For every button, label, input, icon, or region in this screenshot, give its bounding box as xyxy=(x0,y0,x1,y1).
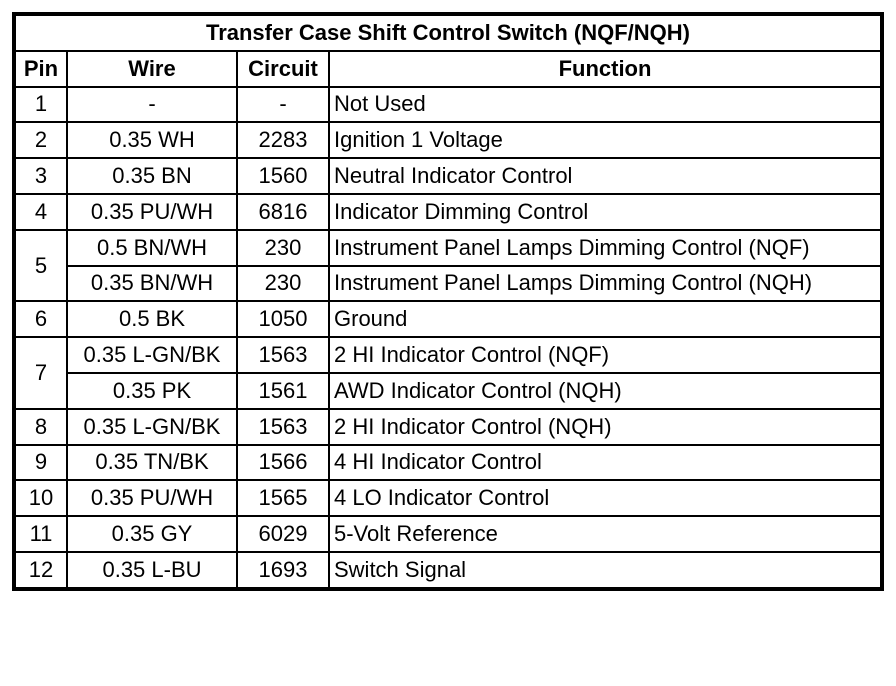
pin-cell: 2 xyxy=(15,122,67,158)
pin-cell: 11 xyxy=(15,516,67,552)
table-row xyxy=(15,445,881,481)
table-row xyxy=(15,87,881,123)
pin-cell: 12 xyxy=(15,552,67,588)
function-cell: Instrument Panel Lamps Dimming Control (NQF) xyxy=(329,230,881,266)
circuit-cell: 1563 xyxy=(237,409,329,445)
circuit-cell: 1566 xyxy=(237,445,329,481)
circuit-cell: 1563 xyxy=(237,337,329,373)
wire-cell: 0.5 BN/WH xyxy=(67,230,237,266)
function-cell: 2 HI Indicator Control (NQH) xyxy=(329,409,881,445)
circuit-cell: 1693 xyxy=(237,552,329,588)
circuit-cell: - xyxy=(237,87,329,123)
header-circuit: Circuit xyxy=(237,51,329,87)
table-row xyxy=(15,552,881,588)
wire-cell: 0.35 PK xyxy=(67,373,237,409)
circuit-cell: 6816 xyxy=(237,194,329,230)
pin-cell: 6 xyxy=(15,301,67,337)
wire-cell: 0.35 L-GN/BK xyxy=(67,337,237,373)
function-cell: 2 HI Indicator Control (NQF) xyxy=(329,337,881,373)
wire-cell: 0.5 BK xyxy=(67,301,237,337)
function-cell: Ground xyxy=(329,301,881,337)
table-row xyxy=(15,194,881,230)
pin-cell: 1 xyxy=(15,87,67,123)
connector-pinout-table xyxy=(12,12,884,591)
function-cell: 4 LO Indicator Control xyxy=(329,480,881,516)
function-cell: Not Used xyxy=(329,87,881,123)
function-cell: Instrument Panel Lamps Dimming Control (NQH) xyxy=(329,266,881,302)
header-pin: Pin xyxy=(15,51,67,87)
wire-cell: 0.35 WH xyxy=(67,122,237,158)
function-cell: Indicator Dimming Control xyxy=(329,194,881,230)
wire-cell: 0.35 BN/WH xyxy=(67,266,237,302)
circuit-cell: 1561 xyxy=(237,373,329,409)
function-cell: 4 HI Indicator Control xyxy=(329,445,881,481)
table-row xyxy=(15,122,881,158)
wire-cell: 0.35 PU/WH xyxy=(67,194,237,230)
table-row xyxy=(15,158,881,194)
table-row xyxy=(15,337,881,373)
pin-cell: 10 xyxy=(15,480,67,516)
table-row xyxy=(15,266,881,302)
function-cell: AWD Indicator Control (NQH) xyxy=(329,373,881,409)
wire-cell: 0.35 TN/BK xyxy=(67,445,237,481)
header-function: Function xyxy=(329,51,881,87)
wire-cell: 0.35 GY xyxy=(67,516,237,552)
wire-cell: 0.35 L-BU xyxy=(67,552,237,588)
wire-cell: - xyxy=(67,87,237,123)
circuit-cell: 230 xyxy=(237,230,329,266)
connector-table-container xyxy=(12,12,884,591)
wire-cell: 0.35 BN xyxy=(67,158,237,194)
table-row xyxy=(15,516,881,552)
circuit-cell: 230 xyxy=(237,266,329,302)
function-cell: Switch Signal xyxy=(329,552,881,588)
function-cell: Ignition 1 Voltage xyxy=(329,122,881,158)
circuit-cell: 2283 xyxy=(237,122,329,158)
header-wire: Wire xyxy=(67,51,237,87)
circuit-cell: 1565 xyxy=(237,480,329,516)
circuit-cell: 1560 xyxy=(237,158,329,194)
pin-cell: 8 xyxy=(15,409,67,445)
pin-cell: 7 xyxy=(15,337,67,409)
table-row xyxy=(15,373,881,409)
table-title: Transfer Case Shift Control Switch (NQF/NQH) xyxy=(15,15,881,51)
wire-cell: 0.35 PU/WH xyxy=(67,480,237,516)
circuit-cell: 1050 xyxy=(237,301,329,337)
pin-cell: 3 xyxy=(15,158,67,194)
pin-cell: 5 xyxy=(15,230,67,302)
circuit-cell: 6029 xyxy=(237,516,329,552)
pin-cell: 4 xyxy=(15,194,67,230)
pin-cell: 9 xyxy=(15,445,67,481)
table-row xyxy=(15,301,881,337)
table-row xyxy=(15,230,881,266)
wire-cell: 0.35 L-GN/BK xyxy=(67,409,237,445)
table-row xyxy=(15,480,881,516)
function-cell: Neutral Indicator Control xyxy=(329,158,881,194)
function-cell: 5-Volt Reference xyxy=(329,516,881,552)
table-row xyxy=(15,409,881,445)
